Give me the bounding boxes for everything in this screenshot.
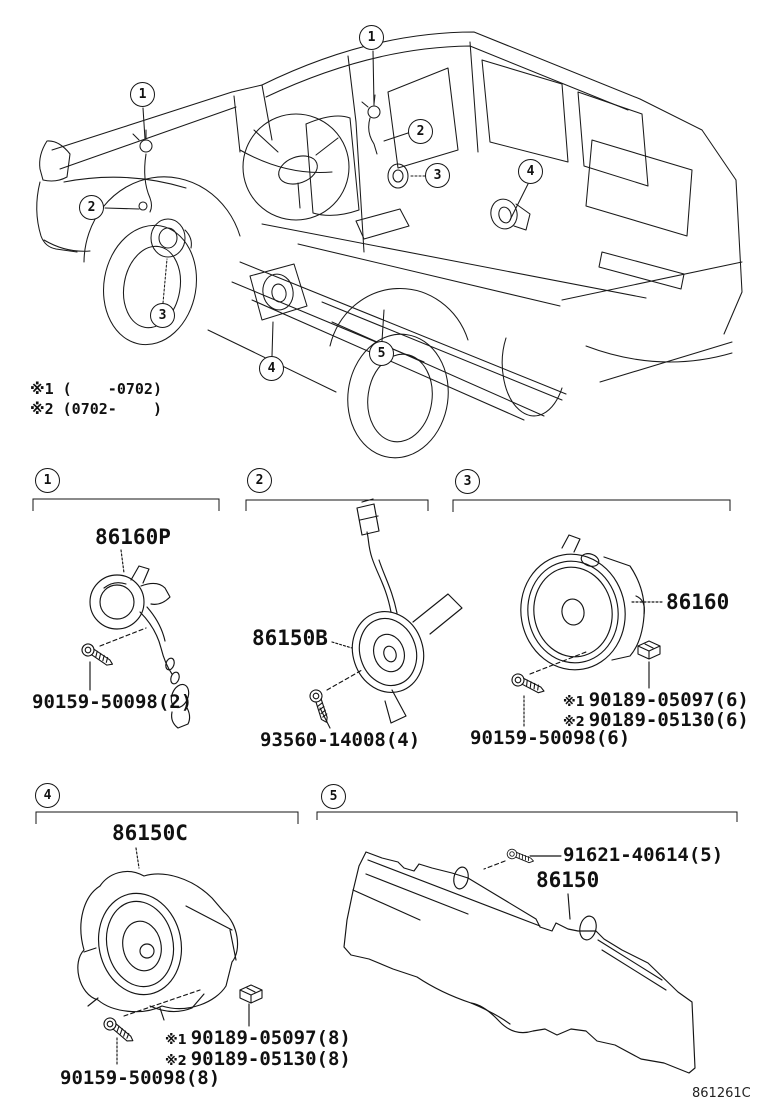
part-number-90159-50098-8 <box>60 1068 220 1089</box>
rear-tweeter-glyph <box>368 106 380 118</box>
part-number-93560-14008-4 <box>260 730 420 751</box>
vehicle-callout-4-front: 4 <box>259 356 284 381</box>
vehicle-callout-5: 5 <box>369 341 394 366</box>
vehicle-callout-3-rear: 3 <box>425 163 450 188</box>
note-mark-2: ※2 <box>165 1054 187 1069</box>
part-number-86150C: 86150C <box>112 821 188 845</box>
vehicle-callout-4-rear: 4 <box>518 159 543 184</box>
note-mark-1: ※1 <box>165 1033 187 1048</box>
front-tweeter-glyph <box>140 140 152 152</box>
front-door-speaker-glyph <box>151 219 185 257</box>
applicability-note-1: ※1 ( -0702) <box>30 380 162 398</box>
section3-header-callout: 3 <box>455 469 480 494</box>
vehicle-callout-3-front: 3 <box>150 303 175 328</box>
part-number-text: 90159-50098(8) <box>60 1067 221 1089</box>
vehicle-callout-2-front: 2 <box>79 195 104 220</box>
vehicle-callout-2-rear: 2 <box>408 119 433 144</box>
section2-speaker-drawing <box>307 499 462 728</box>
part-number-text: 90189-05130(8) <box>190 1048 351 1070</box>
note-mark-2: ※2 <box>563 715 585 730</box>
part-number-text: 90159-50098(2) <box>32 691 193 713</box>
vehicle-callout-1-front: 1 <box>130 82 155 107</box>
part-number-86150B: 86150B <box>252 626 328 650</box>
part-number-text: 90189-05097(6) <box>588 689 749 711</box>
part-number-90159-50098-6 <box>470 728 630 749</box>
section5-header-callout: 5 <box>321 784 346 809</box>
part-number-text: 90189-05130(6) <box>588 709 749 731</box>
part-number-86150: 86150 <box>536 868 600 892</box>
part-number-text: 90159-50098(6) <box>470 727 631 749</box>
part-number-90159-50098-2 <box>32 692 192 713</box>
vehicle-callout-1-rear: 1 <box>359 25 384 50</box>
note-mark-1: ※1 <box>563 695 585 710</box>
drawing-code: 861261C <box>692 1086 751 1101</box>
section5-panel-drawing <box>344 848 695 1073</box>
section4-header-callout: 4 <box>35 783 60 808</box>
part-number-86160P: 86160P <box>95 525 171 549</box>
part-number-text: 93560-14008(4) <box>260 729 421 751</box>
section2-header-callout: 2 <box>247 468 272 493</box>
part-number-text: 90189-05097(8) <box>190 1027 351 1049</box>
part-number-text: 91621-40614(5) <box>563 844 724 866</box>
part-number-91621-40614-5 <box>563 845 723 866</box>
applicability-note-2: ※2 (0702- ) <box>30 400 162 418</box>
part-number-86160: 86160 <box>666 590 730 614</box>
section1-header-callout: 1 <box>35 468 60 493</box>
